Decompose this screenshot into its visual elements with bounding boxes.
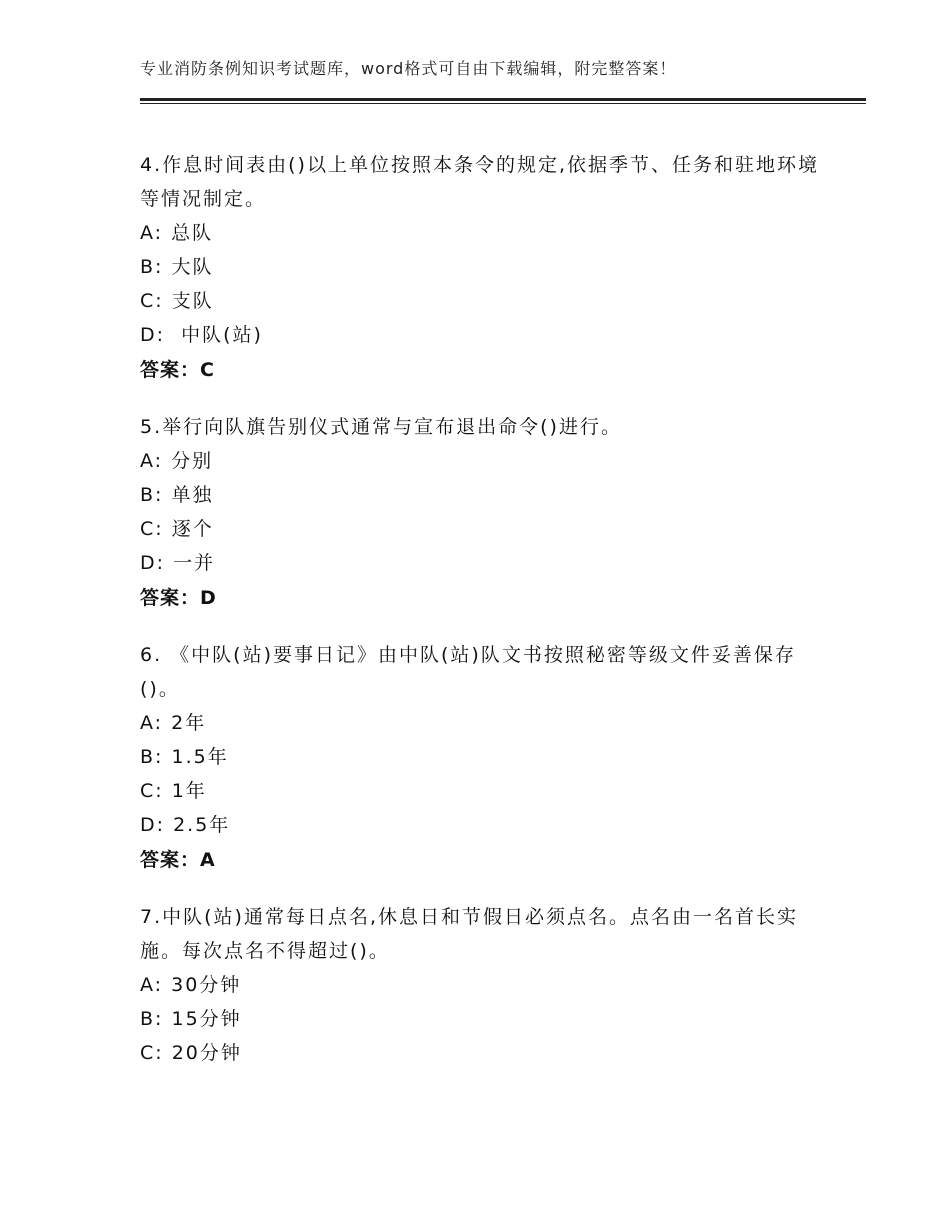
question-stem: 4.作息时间表由()以上单位按照本条令的规定,依据季节、任务和驻地环境等情况制定。 — [140, 154, 819, 210]
question-stem: 5.举行向队旗告别仪式通常与宣布退出命令()进行。 — [140, 416, 622, 438]
option-b: B: 1.5年 — [140, 746, 229, 768]
option-c: C: 支队 — [140, 290, 214, 312]
option-a: A: 分别 — [140, 450, 214, 472]
option-b: B: 大队 — [140, 256, 214, 278]
option-a: A: 30分钟 — [140, 974, 242, 996]
question-4 — [140, 148, 820, 388]
option-d: D: 一并 — [140, 552, 216, 574]
option-a: A: 总队 — [140, 222, 214, 244]
header-rule-thin — [140, 103, 866, 104]
option-a: A: 2年 — [140, 712, 207, 734]
question-6 — [140, 638, 820, 878]
page-header: 专业消防条例知识考试题库，word格式可自由下载编辑，附完整答案！ — [140, 59, 677, 78]
option-d: D: 2.5年 — [140, 814, 231, 836]
question-7 — [140, 900, 820, 1070]
option-b: B: 15分钟 — [140, 1008, 242, 1030]
question-stem: 6. 《中队(站)要事日记》由中队(站)队文书按照秘密等级文件妥善保存()。 — [140, 644, 796, 700]
option-c: C: 20分钟 — [140, 1042, 242, 1064]
option-c: C: 逐个 — [140, 518, 214, 540]
question-stem: 7.中队(站)通常每日点名,休息日和节假日必须点名。点名由一名首长实施。每次点名不得超过()。 — [140, 906, 798, 962]
answer: 答案：C — [140, 359, 215, 381]
answer: 答案：D — [140, 587, 217, 609]
option-d: D: 中队(站) — [140, 324, 263, 346]
option-b: B: 单独 — [140, 484, 214, 506]
question-5 — [140, 410, 820, 616]
answer: 答案：A — [140, 849, 216, 871]
option-c: C: 1年 — [140, 780, 207, 802]
header-rule-thick — [140, 98, 866, 101]
question-list — [140, 148, 820, 1092]
